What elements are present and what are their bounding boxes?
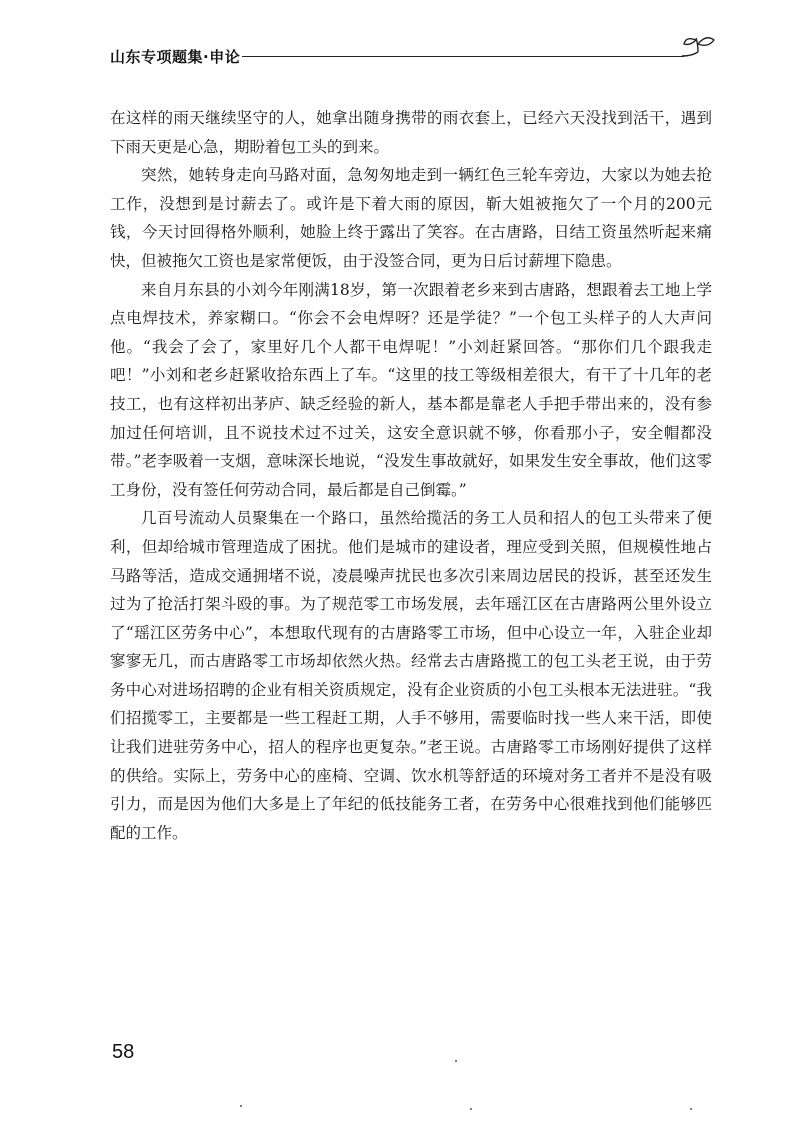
sprout-icon bbox=[678, 32, 720, 64]
paragraph-1: 在这样的雨天继续坚守的人，她拿出随身携带的雨衣套上，已经六天没找到活干，遇到下雨天更是心急，期盼着包工头的到来。 bbox=[110, 109, 712, 156]
scan-speck bbox=[690, 1108, 692, 1110]
page-number: 58 bbox=[112, 1041, 135, 1063]
page-header bbox=[110, 44, 720, 74]
scan-speck bbox=[470, 1108, 472, 1110]
header-rule bbox=[242, 56, 684, 57]
scan-speck bbox=[240, 1105, 242, 1107]
paragraph-3: 来自月东县的小刘今年刚满18岁，第一次跟着老乡来到古唐路，想跟着去工地上学点电焊技术，养家糊口。“你会不会电焊呀？还是学徒？”一个包工头样子的人大声问他。“我会了会了，家里好几个人都干电焊呢！”小刘赶紧回答。“那你们几个跟我走吧！”小刘和老乡赶紧收拾东西上了车。“这里的技工等级相差很大，有干了十几年的老技工，也有这样初出茅庐、缺乏经验的新人，基本都是靠老人手把手带出来的，没有参加过任何培训，且不说技术过不过关，这安全意识就不够，你看那小子，安全帽都没带。”老李吸着一支烟，意味深长地说，“没发生事故就好，如果发生安全事故，他们这零工身份，没有签任何劳动合同，最后都是自己倒霉。” bbox=[110, 280, 712, 499]
article-body bbox=[110, 104, 712, 847]
paragraph-2: 突然，她转身走向马路对面，急匆匆地走到一辆红色三轮车旁边，大家以为她去抢工作，没想到是讨薪去了。或许是下着大雨的原因，靳大姐被拖欠了一个月的200元钱，今天讨回得格外顺利，她脸上终于露出了笑容。在古唐路，日结工资虽然听起来痛快，但被拖欠工资也是家常便饭，由于没签合同，更为日后讨薪埋下隐患。 bbox=[110, 166, 712, 270]
paragraph-4: 几百号流动人员聚集在一个路口，虽然给揽活的务工人员和招人的包工头带来了便利，但却给城市管理造成了困扰。他们是城市的建设者，理应受到关照，但规模性地占马路等活，造成交通拥堵不说，凌晨噪声扰民也多次引来周边居民的投诉，甚至还发生过为了抢活打架斗殴的事。为了规范零工市场发展，去年瑶江区在古唐路两公里外设立了“瑶江区劳务中心”，本想取代现有的古唐路零工市场，但中心设立一年，入驻企业却寥寥无几，而古唐路零工市场却依然火热。经常去古唐路揽工的包工头老王说，由于劳务中心对进场招聘的企业有相关资质规定，没有企业资质的小包工头根本无法进驻。“我们招揽零工，主要都是一些工程赶工期，人手不够用，需要临时找一些人来干活，即使让我们进驻劳务中心，招人的程序也更复杂。”老王说。古唐路零工市场刚好提供了这样的供给。实际上，劳务中心的座椅、空调、饮水机等舒适的环境对务工者并不是没有吸引力，而是因为他们大多是上了年纪的低技能务工者，在劳务中心很难找到他们能够匹配的工作。 bbox=[110, 509, 712, 842]
scan-speck bbox=[455, 1060, 457, 1062]
header-title: 山东专项题集·申论 bbox=[110, 48, 241, 66]
